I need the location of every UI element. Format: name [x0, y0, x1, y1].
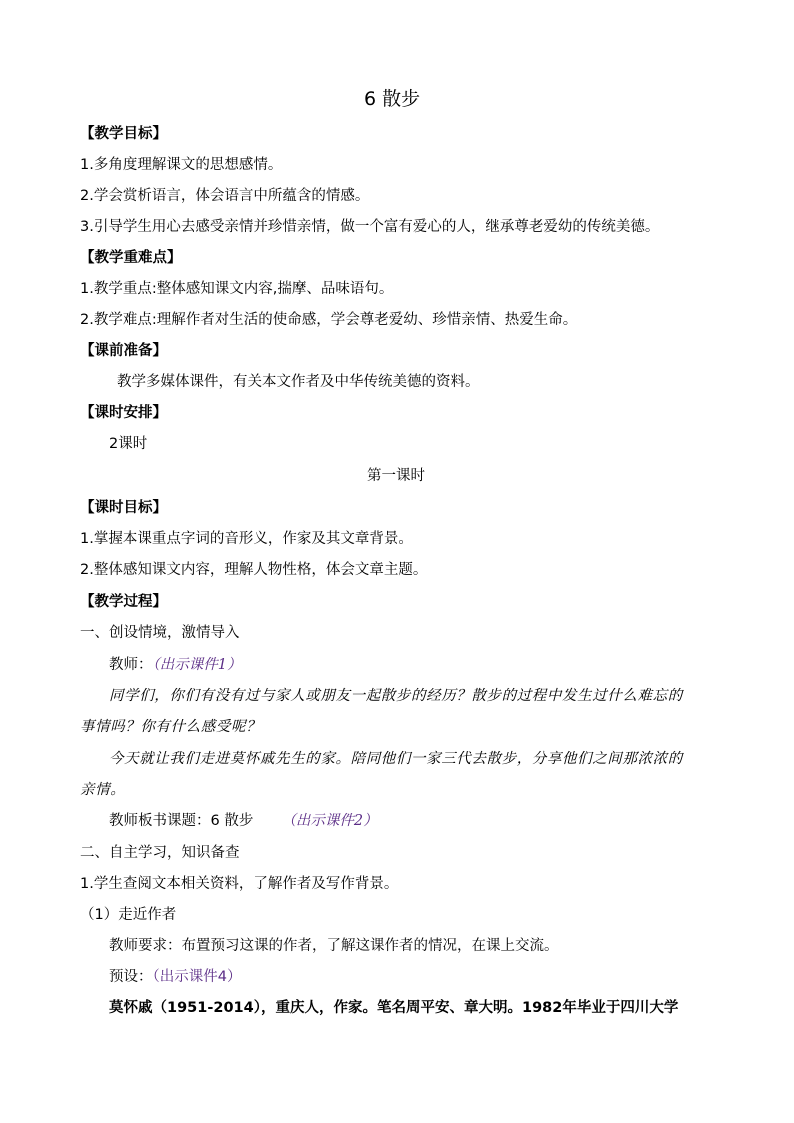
intro-para-2-line-1: 今天就让我们走进莫怀戚先生的家。陪同他们一家三代去散步，分享他们之间那浓浓的: [109, 751, 683, 767]
show-courseware-1: （出示课件1）: [152, 657, 242, 673]
self-study-1: 1.学生查阅文本相关资料，了解作者及写作背景。: [80, 876, 399, 892]
first-lesson-label: 第一课时: [367, 468, 425, 484]
preset-label: 预设：: [109, 969, 153, 985]
preset-line: [0, 967, 794, 987]
key-point-1: 1.教学重点:整体感知课文内容,揣摩、品味语句。: [80, 281, 394, 297]
teacher-request: 教师要求：布置预习这课的作者，了解这课作者的情况，在课上交流。: [109, 938, 559, 954]
lesson-goals-heading: 【课时目标】: [80, 500, 167, 516]
goal-3: 3.引导学生用心去感受亲情并珍惜亲情，做一个富有爱心的人，继承尊老爱幼的传统美德。: [80, 219, 660, 235]
document-title: 6 散步: [364, 88, 421, 110]
sub-section-1: （1）走近作者: [80, 907, 177, 923]
show-courseware-4: （出示课件4）: [152, 969, 242, 985]
teacher-show-line: [0, 655, 794, 675]
teacher-label: 教师：: [109, 657, 153, 673]
teaching-goals-heading: 【教学目标】: [80, 126, 167, 142]
intro-para-1-line-2: 事情吗？你有什么感受呢？: [80, 719, 262, 735]
step-1-title: 一、创设情境，激情导入: [80, 625, 240, 641]
show-courseware-2: （出示课件2）: [281, 813, 378, 829]
key-points-heading: 【教学重难点】: [80, 250, 182, 266]
schedule-heading: 【课时安排】: [80, 405, 167, 421]
board-title-line: [0, 811, 794, 831]
lesson-goal-1: 1.掌握本课重点字词的音形义，作家及其文章背景。: [80, 531, 413, 547]
goal-1: 1.多角度理解课文的思想感情。: [80, 157, 283, 173]
intro-para-1-line-1: 同学们，你们有没有过与家人或朋友一起散步的经历？散步的过程中发生过什么难忘的: [109, 688, 683, 704]
goal-2: 2.学会赏析语言，体会语言中所蕴含的情感。: [80, 188, 370, 204]
step-2-title: 二、自主学习，知识备查: [80, 845, 240, 861]
schedule-text: 2课时: [109, 436, 148, 452]
lesson-goal-2: 2.整体感知课文内容，理解人物性格，体会文章主题。: [80, 562, 428, 578]
process-heading: 【教学过程】: [80, 594, 167, 610]
board-title: 教师板书课题：6 散步: [109, 813, 254, 829]
prep-text: 教学多媒体课件，有关本文作者及中华传统美德的资料。: [117, 374, 480, 390]
intro-para-2-line-2: 亲情。: [80, 782, 126, 798]
author-intro: 莫怀戚（1951-2014），重庆人，作家。笔名周平安、章大明。1982年毕业于四川大学: [109, 1000, 679, 1016]
prep-heading: 【课前准备】: [80, 343, 167, 359]
key-point-2: 2.教学难点:理解作者对生活的使命感，学会尊老爱幼、珍惜亲情、热爱生命。: [80, 312, 578, 328]
